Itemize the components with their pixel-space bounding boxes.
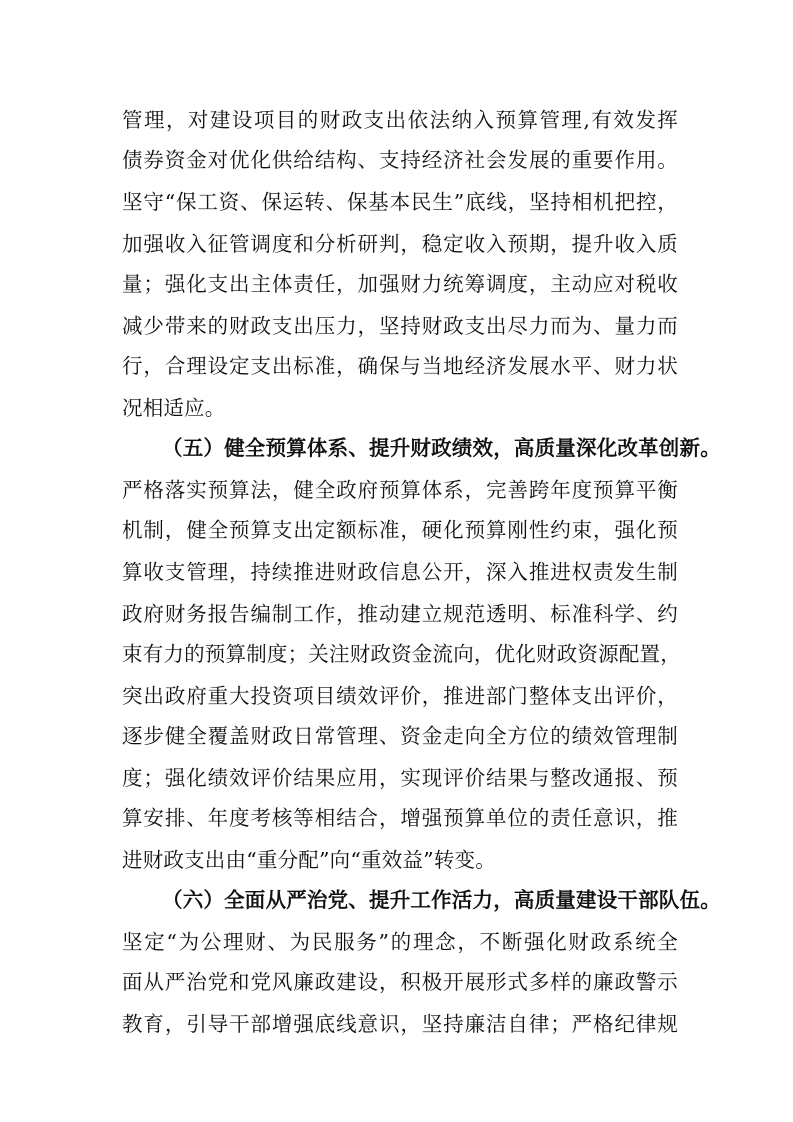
body-text-line: 债券资金对优化供给结构、支持经济社会发展的重要作用。 [122,148,678,172]
body-text-line: 束有力的预算制度；关注财政资金流向，优化财政资源配置， [122,642,681,666]
body-text-line: 况相适应。 [122,396,226,420]
body-text-line: 坚守“保工资、保运转、保基本民生”底线，坚持相机把控， [122,190,678,214]
section-heading-five: （五）健全预算体系、提升财政绩效，高质量深化改革创新。 [162,436,721,460]
body-text-line: 坚定“为公理财、为民服务”的理念，不断强化财政系统全 [122,930,678,954]
body-text-line: 机制，健全预算支出定额标准，硬化预算刚性约束，强化预 [122,518,678,542]
body-text-line: 教育，引导干部增强底线意识，坚持廉洁自律；严格纪律规 [122,1012,678,1036]
body-text-line: 算安排、年度考核等相结合，增强预算单位的责任意识，推 [122,806,678,830]
body-text-line: 面从严治党和党风廉政建设，积极开展形式多样的廉政警示 [122,970,678,994]
body-text-line: 减少带来的财政支出压力，坚持财政支出尽力而为、量力而 [122,314,678,338]
body-text-line: 突出政府重大投资项目绩效评价，推进部门整体支出评价， [122,684,678,708]
body-text-line: 加强收入征管调度和分析研判，稳定收入预期，提升收入质 [122,232,678,256]
body-text-line: 行，合理设定支出标准，确保与当地经济发展水平、财力状 [122,354,678,378]
section-heading-six: （六）全面从严治党、提升工作活力，高质量建设干部队伍。 [162,888,721,912]
body-text-line: 严格落实预算法，健全政府预算体系，完善跨年度预算平衡 [122,478,678,502]
body-text-line: 管理，对建设项目的财政支出依法纳入预算管理,有效发挥 [122,108,678,132]
body-text-line: 政府财务报告编制工作，推动建立规范透明、标准科学、约 [122,602,678,626]
body-text-line: 算收支管理，持续推进财政信息公开，深入推进权责发生制 [122,560,678,584]
body-text-line: 逐步健全覆盖财政日常管理、资金走向全方位的绩效管理制 [122,724,678,748]
body-text-line: 度；强化绩效评价结果应用，实现评价结果与整改通报、预 [122,766,678,790]
body-text-line: 量；强化支出主体责任，加强财力统筹调度，主动应对税收 [122,272,678,296]
body-text-line: 进财政支出由“重分配”向“重效益”转变。 [122,848,496,872]
